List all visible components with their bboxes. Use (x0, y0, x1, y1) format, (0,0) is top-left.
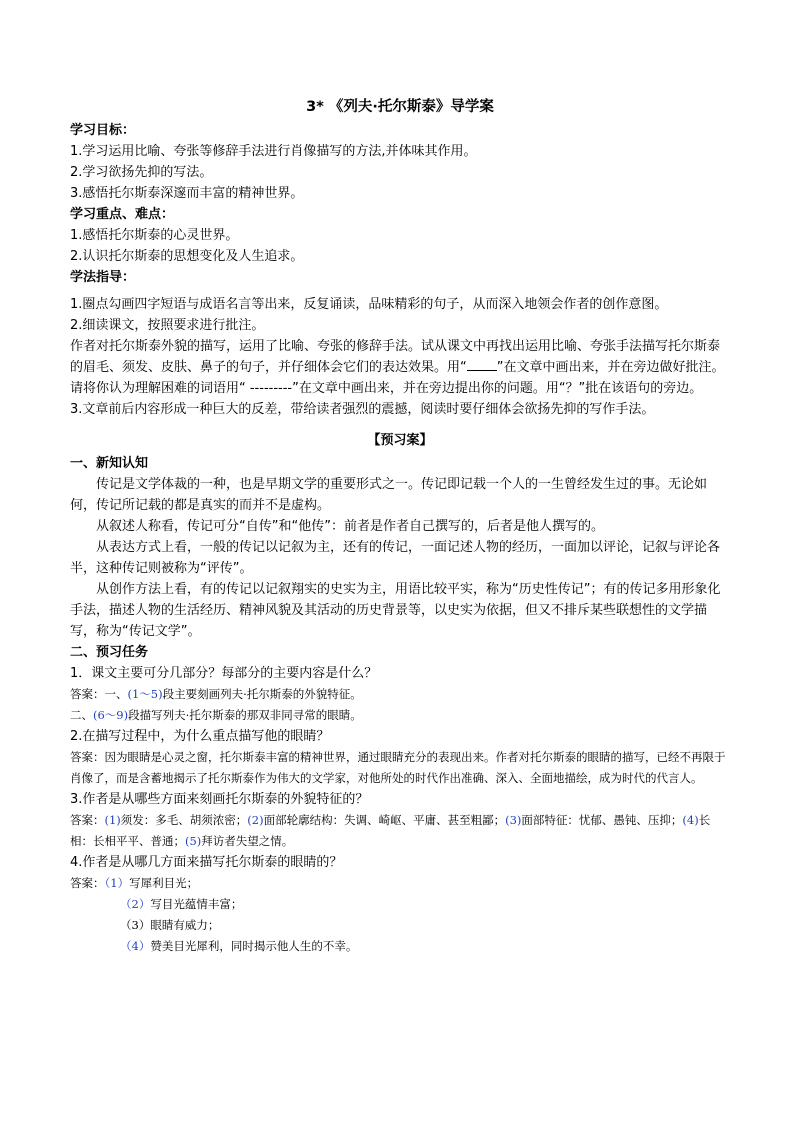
method-item-2: 2.细读课文，按照要求进行批注。 (70, 318, 265, 333)
answer-label: 答案： (70, 813, 105, 827)
question-4: 4.作者是从哪几方面来描写托尔斯泰的眼睛的？ (70, 855, 343, 870)
answer-part-text: 赞美目光犀利，同时揭示他人生的不幸。 (150, 939, 358, 953)
answer-1-line-2 (70, 705, 730, 726)
objective-item: 3.感悟托尔斯泰深邃而丰富的精神世界。 (70, 186, 304, 201)
answer-part-text: 写目光蕴情丰富； (150, 897, 243, 911)
answer-1-line-1 (70, 684, 730, 705)
section1-paragraph: 从叙述人称看，传记可分“自传”和“他传”：前者是作者自己撰写的，后者是他人撰写的。 (96, 519, 604, 534)
preview-heading: 【预习案】 (367, 433, 433, 448)
answer-part-number: (3) (505, 813, 522, 827)
answer-3 (70, 810, 730, 852)
answer-label: 答案： (70, 876, 105, 890)
method-heading: 学法指导： (70, 270, 136, 285)
method-para-b: ”在文章中画出来，并在旁边做好批注。请将你认为理解困难的词语用“ ---------”在文章中画出来，并在旁边提出你的问题。用“？”批在该语句的旁边。 (70, 360, 725, 396)
answer-2: 答案：因为眼睛是心灵之窗，托尔斯泰丰富的精神世界，通过眼睛充分的表现出来。作者对托尔斯泰的眼睛的描写，已经不再限于肖像了，而是含蓄地揭示了托尔斯泰作为伟大的文学家，对他所处的时代作出准确、深入、全面地描绘，成为时代的代言人。 (70, 750, 726, 785)
answer-label: 答案：一、 (70, 687, 128, 701)
answer-text: 段主要刻画列夫·托尔斯泰的外貌特征。 (162, 687, 362, 701)
method-item-3: 3.文章前后内容形成一种巨大的反差，带给读者强烈的震撼，阅读时要仔细体会欲扬先抑的写作手法。 (70, 402, 655, 417)
answer-part-number: (1) (104, 813, 121, 827)
answer-part-number: (4) (682, 813, 699, 827)
answer-4-line-2 (70, 894, 730, 915)
answer-part-text: 拜访者失望之情。 (201, 834, 294, 848)
paragraph-range: (1～5) (127, 687, 163, 701)
answer-part-number: （3） (120, 918, 151, 932)
section2-heading: 二、预习任务 (70, 645, 149, 660)
answer-part-number: (2) (247, 813, 264, 827)
underline-blank (467, 357, 497, 371)
answer-4-line-1 (70, 873, 730, 894)
objective-item: 2.学习欲扬先抑的写法。 (70, 165, 213, 180)
answer-label: 二、 (70, 708, 93, 722)
answer-part-text: 面部轮廓结构：失调、崎岖、平庸、甚至粗鄙； (263, 813, 506, 827)
section1-paragraph: 从创作方法上看，有的传记以记叙翔实的史实为主，用语比较平实，称为“历史性传记”；有的传记多用形象化手法，描述人物的生活经历、精神风貌及其活动的历史背景等，以史实为依据，但又不排斥某些联想性的文学描写，称为“传记文学”。 (70, 582, 721, 639)
answer-part-text: 眼睛有威力； (150, 918, 220, 932)
document-page (70, 96, 730, 957)
objectives-heading: 学习目标： (70, 123, 136, 138)
answer-4-line-3 (70, 915, 730, 936)
paragraph-range: (6～9) (93, 708, 129, 722)
section1-paragraph: 传记是文学体裁的一种，也是早期文学的重要形式之一。传记即记载一个人的一生曾经发生过的事。无论如何，传记所记载的都是真实的而并不是虚构。 (70, 477, 708, 513)
question-3: 3.作者是从哪些方面来刻画托尔斯泰的外貌特征的？ (70, 792, 369, 807)
page-title: 3* 《列夫·托尔斯泰》导学案 (306, 99, 494, 115)
answer-part-number: （2） (120, 897, 151, 911)
answer-part-text: 长相：长相平平、普通； (70, 813, 711, 848)
key-points-heading: 学习重点、难点： (70, 207, 175, 222)
answer-text: 段描写列夫·托尔斯泰的那双非同寻常的眼睛。 (128, 708, 362, 722)
question-1: 1．课文主要可分几部分？每部分的主要内容是什么？ (70, 666, 378, 681)
key-point-item: 1.感悟托尔斯泰的心灵世界。 (70, 228, 239, 243)
objective-item: 1.学习运用比喻、夸张等修辞手法进行肖像描写的方法,并体味其作用。 (70, 144, 477, 159)
method-para-a: 作者对托尔斯泰外貌的描写，运用了比喻、夸张的修辞手法。试从课文中再找出运用比喻、夸张手法描写托尔斯泰的眉毛、须发、皮肤、鼻子的句子，并仔细体会它们的表达效果。用“ (70, 339, 721, 375)
section1-paragraph: 从表达方式上看，一般的传记以记叙为主，还有的传记，一面记述人物的经历，一面加以评论，记叙与评论各半，这种传记则被称为“评传”。 (70, 540, 721, 576)
answer-part-text: 须发：多毛、胡须浓密； (120, 813, 248, 827)
method-annotation-paragraph (70, 336, 730, 399)
section1-heading: 一、新知认知 (70, 456, 149, 471)
answer-part-text: 面部特征：忧郁、愚钝、压抑； (521, 813, 683, 827)
method-item-1: 1.圈点勾画四字短语与成语名言等出来，反复诵读，品味精彩的句子，从而深入地领会作者的创作意图。 (70, 297, 668, 312)
answer-4-line-4 (70, 936, 730, 957)
answer-part-number: （4） (120, 939, 151, 953)
question-2: 2.在描写过程中，为什么重点描写他的眼睛？ (70, 729, 330, 744)
answer-part-text: 写犀利目光； (129, 876, 199, 890)
answer-part-number: （1） (104, 876, 130, 890)
key-point-item: 2.认识托尔斯泰的思想变化及人生追求。 (70, 249, 304, 264)
answer-part-number: (5) (185, 834, 202, 848)
